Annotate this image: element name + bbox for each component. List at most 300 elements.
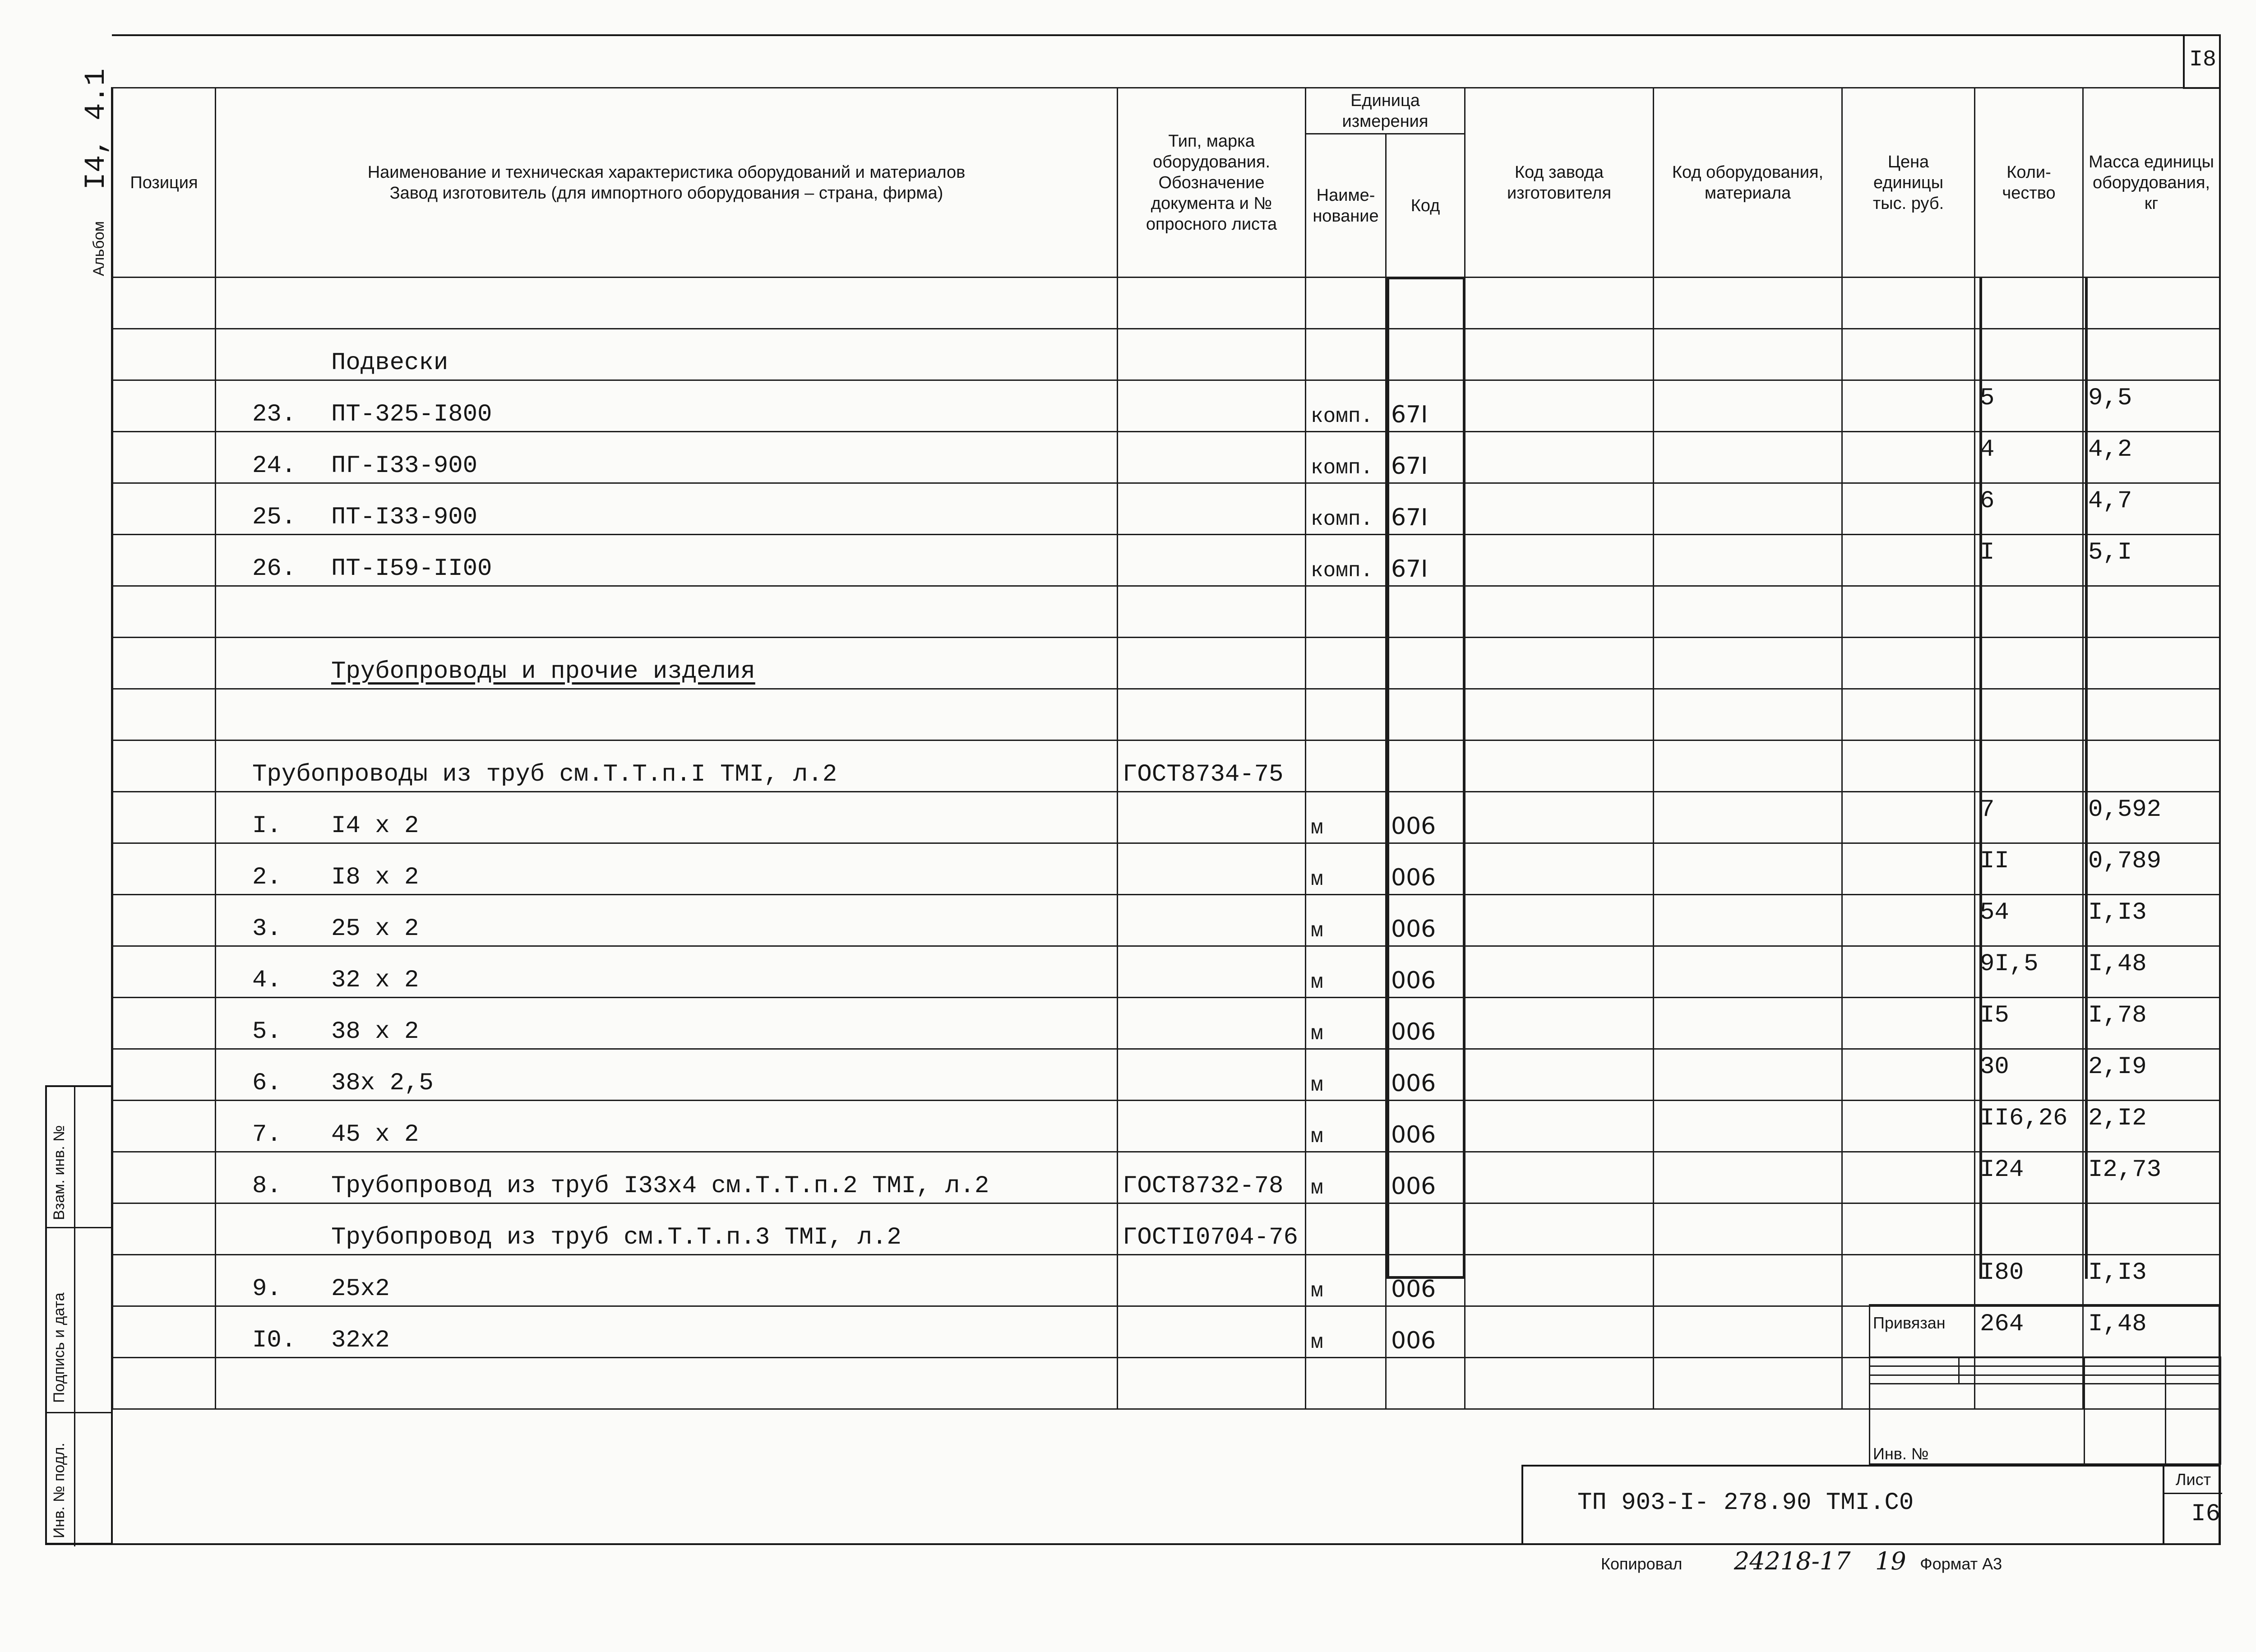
- cell-factory-code: [1465, 946, 1654, 998]
- row-position: I0.: [252, 1327, 296, 1354]
- row-name: 38 x 2: [331, 1018, 419, 1046]
- cell-name: [216, 1049, 1118, 1101]
- cell-equipment-code: [1654, 1203, 1842, 1255]
- cell-factory-code: [1465, 586, 1654, 638]
- table-row: [113, 740, 2220, 792]
- cell-quantity: 6: [1975, 483, 2083, 535]
- footer: [1601, 1547, 2142, 1587]
- sheet-value: I6: [2191, 1500, 2220, 1528]
- table-row: [113, 792, 2220, 843]
- cell-code: 67I: [1386, 483, 1465, 535]
- cell-equipment-code: [1654, 329, 1842, 380]
- cell-position: [113, 1049, 216, 1101]
- row-position: 4.: [252, 967, 282, 994]
- side-stamp-replace: Взам. инв. №: [51, 1125, 68, 1220]
- side-stamp-inv: Инв. № подл.: [51, 1443, 68, 1538]
- cell-type-mark: [1118, 278, 1306, 329]
- cell-unit: [1306, 586, 1386, 638]
- cell-type-mark: [1118, 380, 1306, 432]
- cell-unit-price: [1842, 689, 1975, 740]
- cell-factory-code: [1465, 329, 1654, 380]
- cell-factory-code: [1465, 895, 1654, 946]
- frame-top: [112, 34, 2220, 36]
- cell-name: [216, 329, 1118, 380]
- table-row: [113, 946, 2220, 998]
- col-unit-name: Наиме- нование: [1306, 134, 1386, 278]
- row-name: 45 x 2: [331, 1121, 419, 1148]
- cell-name: [216, 432, 1118, 483]
- cell-quantity: 30: [1975, 1049, 2083, 1101]
- cell-unit: [1306, 329, 1386, 380]
- cell-name: [216, 792, 1118, 843]
- row-name: 25 x 2: [331, 915, 419, 943]
- cell-unit: [1306, 689, 1386, 740]
- cell-unit-mass: [2083, 278, 2220, 329]
- cell-quantity: 7: [1975, 792, 2083, 843]
- cell-unit: [1306, 1203, 1386, 1255]
- cell-equipment-code: [1654, 1152, 1842, 1203]
- cell-position: [113, 329, 216, 380]
- cell-factory-code: [1465, 998, 1654, 1049]
- cell-type-mark: [1118, 586, 1306, 638]
- cell-quantity: I: [1975, 535, 2083, 586]
- table-row: [113, 278, 2220, 329]
- row-position: 3.: [252, 915, 282, 943]
- cell-unit-mass: [2083, 638, 2220, 689]
- cell-unit-mass: I2,73: [2083, 1152, 2220, 1203]
- cell-code: 67I: [1386, 535, 1465, 586]
- cell-unit-price: [1842, 1101, 1975, 1152]
- binding-cell: [2085, 1375, 2166, 1384]
- sheet-number-box: [2183, 34, 2221, 89]
- cell-unit-price: [1842, 278, 1975, 329]
- cell-quantity: II6,26: [1975, 1101, 2083, 1152]
- cell-type-mark: [1118, 946, 1306, 998]
- cell-position: [113, 792, 216, 843]
- row-name: I4 x 2: [331, 812, 419, 840]
- cell-type-mark: [1118, 1255, 1306, 1306]
- col-unit-group: Единица измерения: [1306, 88, 1465, 134]
- cell-equipment-code: [1654, 740, 1842, 792]
- cell-unit-mass: [2083, 740, 2220, 792]
- cell-unit-mass: [2083, 329, 2220, 380]
- cell-unit: комп.: [1306, 380, 1386, 432]
- binding-cell: [2085, 1384, 2166, 1464]
- cell-position: [113, 278, 216, 329]
- copied-label: Копировал: [1601, 1555, 1683, 1573]
- cell-unit-mass: I,I3: [2083, 895, 2220, 946]
- side-stamp-line-1: [47, 1227, 113, 1228]
- cell-unit: м: [1306, 792, 1386, 843]
- cell-unit-mass: I,48: [2083, 1306, 2220, 1358]
- cell-name: [216, 638, 1118, 689]
- cell-name: [216, 740, 1118, 792]
- binding-cell: [1870, 1375, 1959, 1384]
- cell-unit: м: [1306, 843, 1386, 895]
- cell-unit-price: [1842, 1203, 1975, 1255]
- cell-name: [216, 843, 1118, 895]
- cell-unit: [1306, 638, 1386, 689]
- binding-grid: [1869, 1356, 2221, 1465]
- col-type-mark: Тип, марка оборудования. Обозначение документа и № опросного листа: [1118, 88, 1306, 278]
- binding-cell: [1959, 1375, 2085, 1384]
- cell-factory-code: [1465, 1152, 1654, 1203]
- cell-position: [113, 843, 216, 895]
- row-name: 38x 2,5: [331, 1069, 434, 1097]
- cell-unit-price: [1842, 1255, 1975, 1306]
- cell-unit: м: [1306, 998, 1386, 1049]
- cell-position: [113, 1358, 216, 1409]
- cell-equipment-code: [1654, 1306, 1842, 1358]
- table-row: [113, 689, 2220, 740]
- row-name: Трубопроводы из труб см.Т.Т.п.I ТМI, л.2: [252, 761, 837, 788]
- cell-quantity: 54: [1975, 895, 2083, 946]
- sheet-number: I8: [2189, 47, 2216, 73]
- cell-type-mark: [1118, 432, 1306, 483]
- cell-type-mark: [1118, 689, 1306, 740]
- cell-factory-code: [1465, 740, 1654, 792]
- title-block: [1521, 1465, 2220, 1545]
- cell-code: 006: [1386, 1049, 1465, 1101]
- cell-unit-mass: I,48: [2083, 946, 2220, 998]
- cell-type-mark: [1118, 535, 1306, 586]
- row-position: 8.: [252, 1172, 282, 1200]
- cell-name: [216, 1306, 1118, 1358]
- binding-inv-label: Инв. №: [1870, 1384, 2085, 1464]
- row-position: 9.: [252, 1275, 282, 1303]
- cell-position: [113, 535, 216, 586]
- cell-unit-mass: 9,5: [2083, 380, 2220, 432]
- table-row: [113, 638, 2220, 689]
- cell-unit: комп.: [1306, 432, 1386, 483]
- cell-type-mark: [1118, 1101, 1306, 1152]
- cell-code: 006: [1386, 1255, 1465, 1306]
- cell-unit-mass: 4,2: [2083, 432, 2220, 483]
- cell-unit-price: [1842, 586, 1975, 638]
- cell-position: [113, 895, 216, 946]
- cell-unit-mass: 5,I: [2083, 535, 2220, 586]
- binding-cell: [2085, 1357, 2166, 1366]
- binding-cell: [1959, 1357, 2085, 1366]
- cell-unit: м: [1306, 1049, 1386, 1101]
- cell-unit-mass: 4,7: [2083, 483, 2220, 535]
- cell-quantity: I5: [1975, 998, 2083, 1049]
- col-position: Позиция: [113, 88, 216, 278]
- table-row: [113, 535, 2220, 586]
- cell-type-mark: [1118, 998, 1306, 1049]
- cell-type-mark: [1118, 329, 1306, 380]
- row-position: I.: [252, 812, 282, 840]
- cell-unit-price: [1842, 740, 1975, 792]
- cell-position: [113, 432, 216, 483]
- cell-equipment-code: [1654, 792, 1842, 843]
- binding-cell: [2166, 1384, 2221, 1464]
- sheet-label: Лист: [2164, 1467, 2222, 1494]
- cell-position: [113, 946, 216, 998]
- cell-unit-price: [1842, 483, 1975, 535]
- table-row: [113, 432, 2220, 483]
- row-name: 32x2: [331, 1327, 390, 1354]
- cell-unit: комп.: [1306, 483, 1386, 535]
- table-row: [113, 843, 2220, 895]
- cell-unit-price: [1842, 843, 1975, 895]
- document-code: ТП 903-I- 278.90 ТМI.С0: [1577, 1489, 1914, 1517]
- table-row: [113, 380, 2220, 432]
- col-name-line2: Завод изготовитель (для импортного оборудования – страна, фирма): [389, 183, 943, 203]
- cell-unit-mass: 0,592: [2083, 792, 2220, 843]
- cell-name: [216, 1358, 1118, 1409]
- cell-name: [216, 586, 1118, 638]
- table-row: [113, 1101, 2220, 1152]
- table-row: [113, 895, 2220, 946]
- cell-name: [216, 535, 1118, 586]
- row-name: I8 x 2: [331, 864, 419, 891]
- cell-equipment-code: [1654, 895, 1842, 946]
- binding-cell: [2166, 1366, 2221, 1375]
- cell-code: 006: [1386, 792, 1465, 843]
- cell-equipment-code: [1654, 380, 1842, 432]
- table-row: [113, 1255, 2220, 1306]
- cell-position: [113, 998, 216, 1049]
- cell-factory-code: [1465, 535, 1654, 586]
- binding-cell: [1870, 1366, 1959, 1375]
- cell-equipment-code: [1654, 946, 1842, 998]
- cell-name: [216, 895, 1118, 946]
- cell-unit-price: [1842, 998, 1975, 1049]
- cell-position: [113, 689, 216, 740]
- cell-unit-mass: [2083, 1203, 2220, 1255]
- binding-cell: [2166, 1357, 2221, 1366]
- specification-table: [112, 87, 2220, 1410]
- cell-factory-code: [1465, 843, 1654, 895]
- row-position: 24.: [252, 452, 296, 480]
- table-row: [113, 1152, 2220, 1203]
- cell-unit-price: [1842, 1152, 1975, 1203]
- binding-label: Привязан: [1873, 1314, 1946, 1332]
- format-label: Формат А3: [1920, 1555, 2002, 1573]
- cell-equipment-code: [1654, 483, 1842, 535]
- cell-position: [113, 1306, 216, 1358]
- cell-factory-code: [1465, 432, 1654, 483]
- cell-factory-code: [1465, 1306, 1654, 1358]
- cell-unit-price: [1842, 329, 1975, 380]
- cell-equipment-code: [1654, 586, 1842, 638]
- cell-name: [216, 946, 1118, 998]
- cell-unit: [1306, 740, 1386, 792]
- col-quantity: Коли- чество: [1975, 88, 2083, 278]
- code-column-outline: [1387, 277, 1465, 1279]
- cell-unit-price: [1842, 946, 1975, 998]
- cell-factory-code: [1465, 1049, 1654, 1101]
- cell-equipment-code: [1654, 1358, 1842, 1409]
- row-name: Трубопроводы и прочие изделия: [331, 658, 755, 685]
- cell-type-mark: [1118, 895, 1306, 946]
- table-row: [113, 1203, 2220, 1255]
- cell-position: [113, 1152, 216, 1203]
- col-unit-price: Цена единицы тыс. руб.: [1842, 88, 1975, 278]
- col-unit-code: Код: [1386, 134, 1465, 278]
- cell-position: [113, 380, 216, 432]
- cell-quantity: 5: [1975, 380, 2083, 432]
- cell-quantity: I24: [1975, 1152, 2083, 1203]
- row-position: 25.: [252, 504, 296, 531]
- cell-equipment-code: [1654, 1101, 1842, 1152]
- row-name: 32 x 2: [331, 967, 419, 994]
- cell-code: [1386, 1358, 1465, 1409]
- cell-type-mark: ГОСТ8732-78: [1118, 1152, 1306, 1203]
- cell-unit-mass: I,I3: [2083, 1255, 2220, 1306]
- cell-type-mark: [1118, 843, 1306, 895]
- cell-unit-mass: [2083, 689, 2220, 740]
- col-unit-mass: Масса единицы оборудования, кг: [2083, 88, 2220, 278]
- cell-code: 006: [1386, 1101, 1465, 1152]
- row-position: 6.: [252, 1069, 282, 1097]
- cell-name: [216, 1255, 1118, 1306]
- row-position: 5.: [252, 1018, 282, 1046]
- cell-position: [113, 586, 216, 638]
- row-position: 7.: [252, 1121, 282, 1148]
- cell-equipment-code: [1654, 1049, 1842, 1101]
- binding-cell: [2166, 1375, 2221, 1384]
- row-position: 2.: [252, 864, 282, 891]
- cell-unit: м: [1306, 1152, 1386, 1203]
- cell-equipment-code: [1654, 535, 1842, 586]
- cell-name: [216, 1152, 1118, 1203]
- cell-equipment-code: [1654, 432, 1842, 483]
- row-name: ПТ-325-I800: [331, 401, 492, 428]
- cell-quantity: II: [1975, 843, 2083, 895]
- side-stamp-sign: Подпись и дата: [51, 1292, 68, 1403]
- cell-unit: комп.: [1306, 535, 1386, 586]
- cell-type-mark: ГОСТI0704-76: [1118, 1203, 1306, 1255]
- album-label: [80, 69, 113, 276]
- binding-cell: [2085, 1366, 2166, 1375]
- cell-type-mark: [1118, 483, 1306, 535]
- cell-code: 67I: [1386, 380, 1465, 432]
- cell-factory-code: [1465, 483, 1654, 535]
- row-name: Трубопровод из труб см.Т.Т.п.3 ТМI, л.2: [331, 1224, 901, 1251]
- cell-code: 67I: [1386, 432, 1465, 483]
- cell-code: 006: [1386, 895, 1465, 946]
- cell-equipment-code: [1654, 998, 1842, 1049]
- cell-unit-mass: 0,789: [2083, 843, 2220, 895]
- cell-unit-price: [1842, 895, 1975, 946]
- binding-cell: [1959, 1366, 2085, 1375]
- cell-unit: м: [1306, 1101, 1386, 1152]
- row-name: ПГ-I33-900: [331, 452, 478, 480]
- cell-unit-mass: 2,I2: [2083, 1101, 2220, 1152]
- col-equipment-code: Код оборудования, материала: [1654, 88, 1842, 278]
- qty-column-outline: [1979, 277, 2088, 1279]
- cell-unit-mass: 2,I9: [2083, 1049, 2220, 1101]
- cell-type-mark: [1118, 1358, 1306, 1409]
- cell-factory-code: [1465, 278, 1654, 329]
- table-row: [113, 998, 2220, 1049]
- cell-name: [216, 998, 1118, 1049]
- table-row: [113, 329, 2220, 380]
- cell-factory-code: [1465, 792, 1654, 843]
- cell-unit-price: [1842, 432, 1975, 483]
- cell-position: [113, 1101, 216, 1152]
- cell-unit-price: [1842, 1049, 1975, 1101]
- cell-unit-price: [1842, 638, 1975, 689]
- row-position: 26.: [252, 555, 296, 583]
- cell-type-mark: [1118, 1049, 1306, 1101]
- binding-block: [1869, 1304, 2220, 1465]
- cell-name: [216, 1101, 1118, 1152]
- cell-quantity: 4: [1975, 432, 2083, 483]
- cell-name: [216, 483, 1118, 535]
- cell-name: [216, 380, 1118, 432]
- row-name: ПТ-I33-900: [331, 504, 478, 531]
- side-stamp-divider: [74, 1087, 75, 1546]
- cell-code: 006: [1386, 998, 1465, 1049]
- cell-unit: м: [1306, 1255, 1386, 1306]
- cell-code: 006: [1386, 1152, 1465, 1203]
- cell-factory-code: [1465, 638, 1654, 689]
- cell-quantity: 9I,5: [1975, 946, 2083, 998]
- album-label-text: Альбом: [90, 221, 107, 276]
- order-sheet: 19: [1875, 1547, 1906, 1575]
- binding-cell: [1870, 1357, 1959, 1366]
- cell-code: 006: [1386, 946, 1465, 998]
- cell-unit: м: [1306, 1306, 1386, 1358]
- cell-unit-mass: I,78: [2083, 998, 2220, 1049]
- cell-factory-code: [1465, 1255, 1654, 1306]
- cell-factory-code: [1465, 1358, 1654, 1409]
- cell-equipment-code: [1654, 638, 1842, 689]
- cell-code: 006: [1386, 843, 1465, 895]
- row-name: 25x2: [331, 1275, 390, 1303]
- cell-name: [216, 1203, 1118, 1255]
- row-name: ПТ-I59-II00: [331, 555, 492, 583]
- cell-unit: [1306, 1358, 1386, 1409]
- table-row: [113, 483, 2220, 535]
- cell-position: [113, 483, 216, 535]
- cell-unit-price: [1842, 792, 1975, 843]
- cell-position: [113, 638, 216, 689]
- cell-factory-code: [1465, 1203, 1654, 1255]
- cell-type-mark: [1118, 638, 1306, 689]
- cell-position: [113, 1255, 216, 1306]
- cell-equipment-code: [1654, 1255, 1842, 1306]
- cell-factory-code: [1465, 380, 1654, 432]
- order-number: 24218-17: [1734, 1547, 1851, 1575]
- cell-position: [113, 740, 216, 792]
- row-position: 23.: [252, 401, 296, 428]
- table-row: [113, 586, 2220, 638]
- cell-unit: м: [1306, 895, 1386, 946]
- side-stamp: [45, 1085, 111, 1545]
- col-factory-code: Код завода изготовителя: [1465, 88, 1654, 278]
- cell-quantity: 264: [1975, 1306, 2083, 1358]
- col-name: [216, 88, 1118, 278]
- cell-code: 006: [1386, 1306, 1465, 1358]
- cell-name: [216, 689, 1118, 740]
- cell-position: [113, 1203, 216, 1255]
- cell-unit-mass: [2083, 586, 2220, 638]
- table-row: [113, 1049, 2220, 1101]
- col-name-line1: Наименование и техническая характеристика оборудований и материалов: [367, 162, 966, 182]
- cell-equipment-code: [1654, 689, 1842, 740]
- row-name: Трубопровод из труб I33x4 см.Т.Т.п.2 ТМI, л.2: [331, 1172, 989, 1200]
- cell-unit: [1306, 278, 1386, 329]
- cell-type-mark: ГОСТ8734-75: [1118, 740, 1306, 792]
- cell-unit-price: [1842, 380, 1975, 432]
- cell-unit: м: [1306, 946, 1386, 998]
- cell-name: [216, 278, 1118, 329]
- sheet-cell: [2163, 1467, 2222, 1545]
